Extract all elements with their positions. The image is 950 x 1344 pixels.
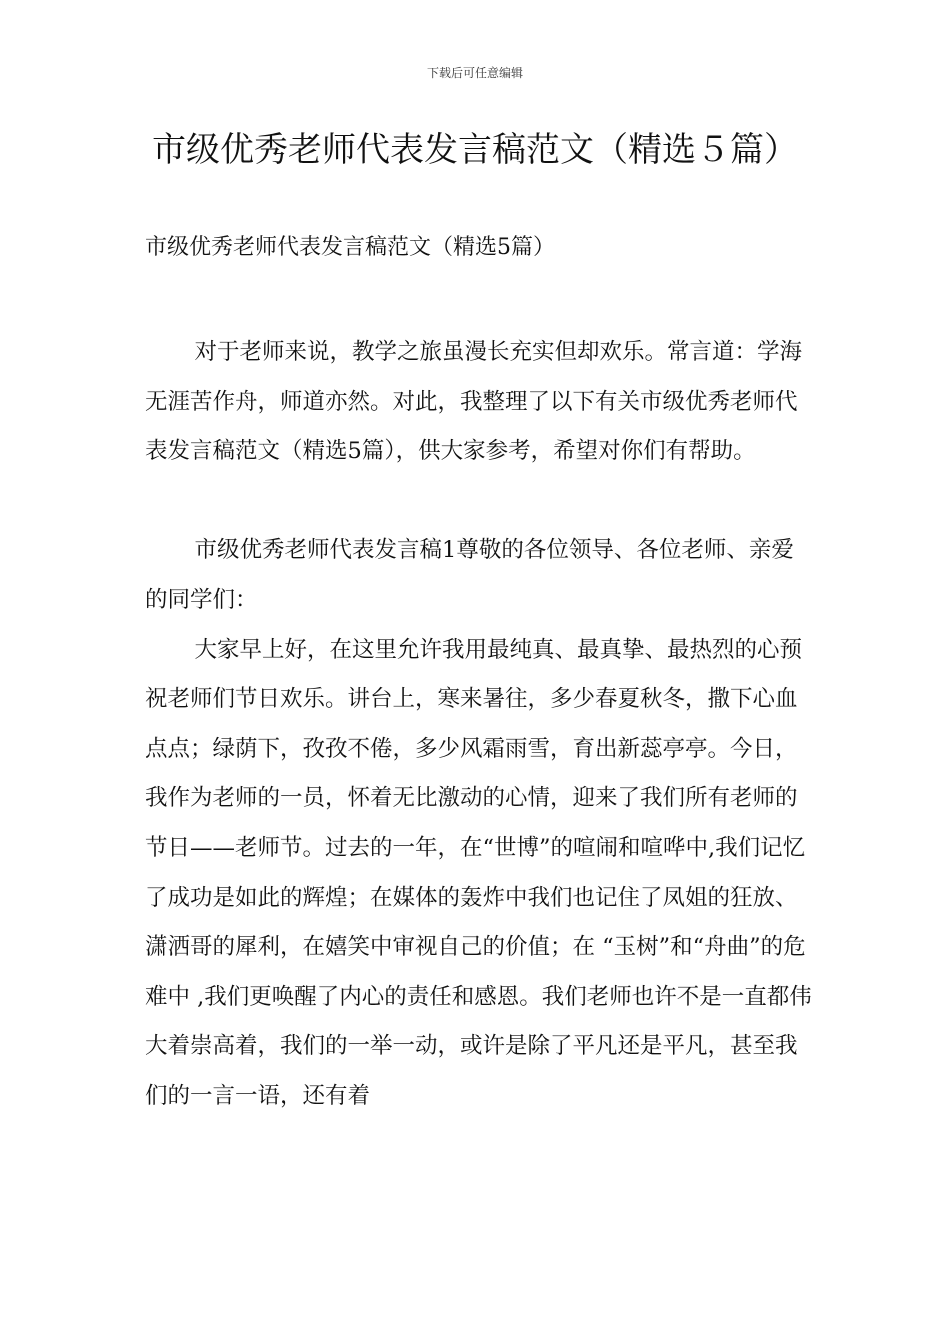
document-body — [145, 328, 815, 1122]
document-subtitle: 市级优秀老师代表发言稿范文（精选5篇） — [145, 235, 555, 260]
intro-paragraph: 对于老师来说，教学之旅虽漫长充实但却欢乐。常言道：学海无涯苦作舟，师道亦然。对此，我整理了以下有关市级优秀老师代表发言稿范文（精选5篇），供大家参考，希望对你们有帮助。 — [145, 339, 803, 465]
speech-heading-paragraph: 市级优秀老师代表发言稿1尊敬的各位领导、各位老师、亲爱的同学们： — [145, 537, 794, 613]
header-note: 下载后可任意编辑 — [426, 66, 523, 80]
document-title: 市级优秀老师代表发言稿范文（精选５篇） — [152, 130, 798, 170]
speech-body-paragraph: 大家早上好，在这里允许我用最纯真、最真挚、最热烈的心预祝老师们节日欢乐。讲台上，寒来暑往，多少春夏秋冬，撒下心血点点；绿荫下，孜孜不倦，多少风霜雨雪，育出新蕊亭亭。今日，我作为老师的一员，怀着无比激动的心情，迎来了我们所有老师的节日——老师节。过去的一年，在“世博”的喧闹和喧哗中,我们记忆了成功是如此的辉煌；在媒体的轰炸中我们也记住了凤姐的狂放、潇洒哥的犀利，在嬉笑中审视自己的价值；在 “玉树”和“舟曲”的危难中 ,我们更唤醒了内心的责任和感恩。我们老师也许不是一直都伟大着崇高着，我们的一举一动，或许是除了平凡还是平凡，甚至我们的一言一语，还有着 — [145, 636, 812, 1109]
paragraph-gap — [145, 477, 815, 527]
